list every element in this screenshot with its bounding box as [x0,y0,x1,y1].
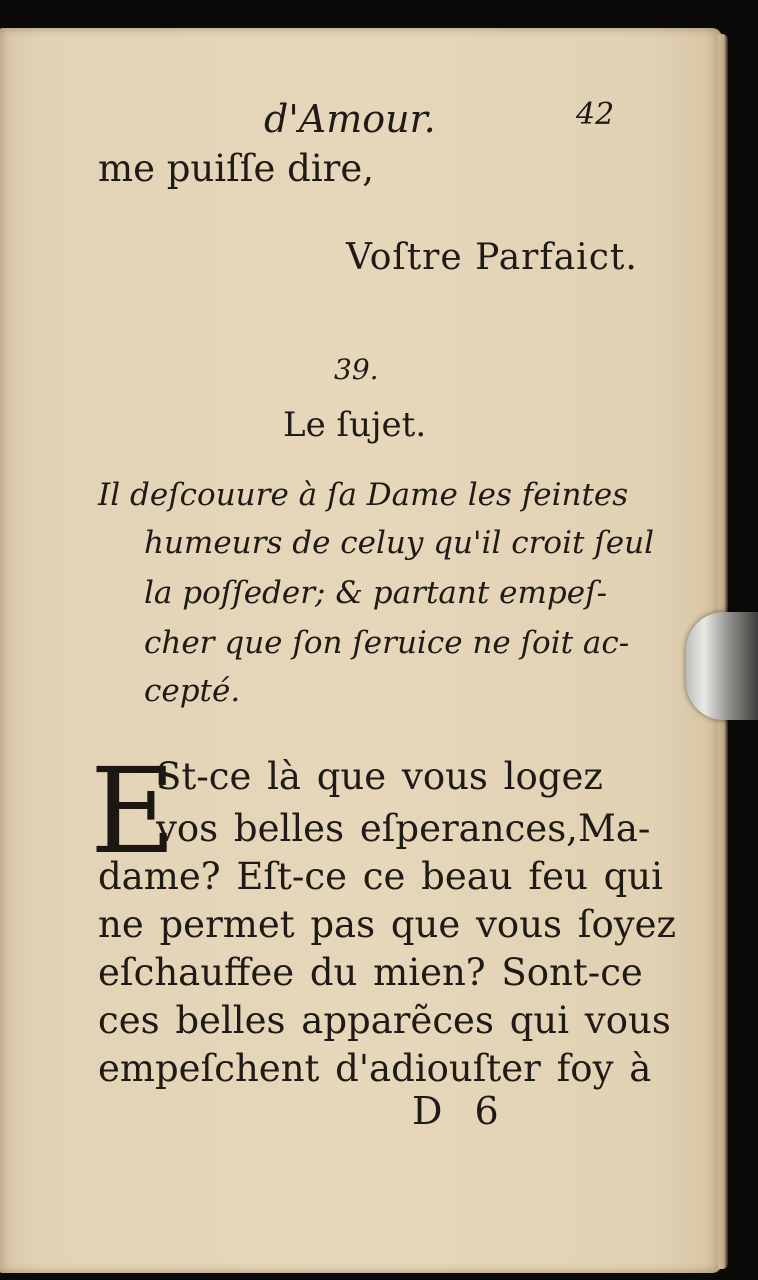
body-line: dame? Eſt-ce ce beau feu qui [98,855,663,898]
body-line: St-ce là que vous logez [156,755,603,798]
signature-mark: D 6 [412,1089,509,1133]
argument-line: cher que ſon ſeruice ne ſoit ac- [144,625,630,661]
closing-signature: Voſtre Parfaict. [346,237,638,278]
argument-line: la poſſeder; & partant empeſ- [144,575,608,611]
page-clip [686,612,758,720]
body-line: ne permet pas que vous ſoyez [98,903,677,946]
argument-line: Il deſcouure à ſa Dame les feintes [98,477,629,513]
body-line: ces belles apparẽces qui vous [98,999,671,1042]
argument-line: cepté. [144,673,241,709]
subject-heading: Le ſujet. [283,405,427,445]
page-number: 42 [576,97,615,132]
letter-number: 39. [334,353,379,386]
body-line: eſchauffee du mien? Sont-ce [98,951,643,994]
body-line: empeſchent d'adiouſter foy à [98,1047,652,1090]
body-line: vos belles eſperances,Ma- [156,807,651,850]
drop-cap: E [90,742,177,880]
argument-line: humeurs de celuy qu'il croit ſeul [144,525,655,561]
running-title: d'Amour. [264,97,436,141]
continuation-line: me puiſſe dire, [98,147,375,190]
